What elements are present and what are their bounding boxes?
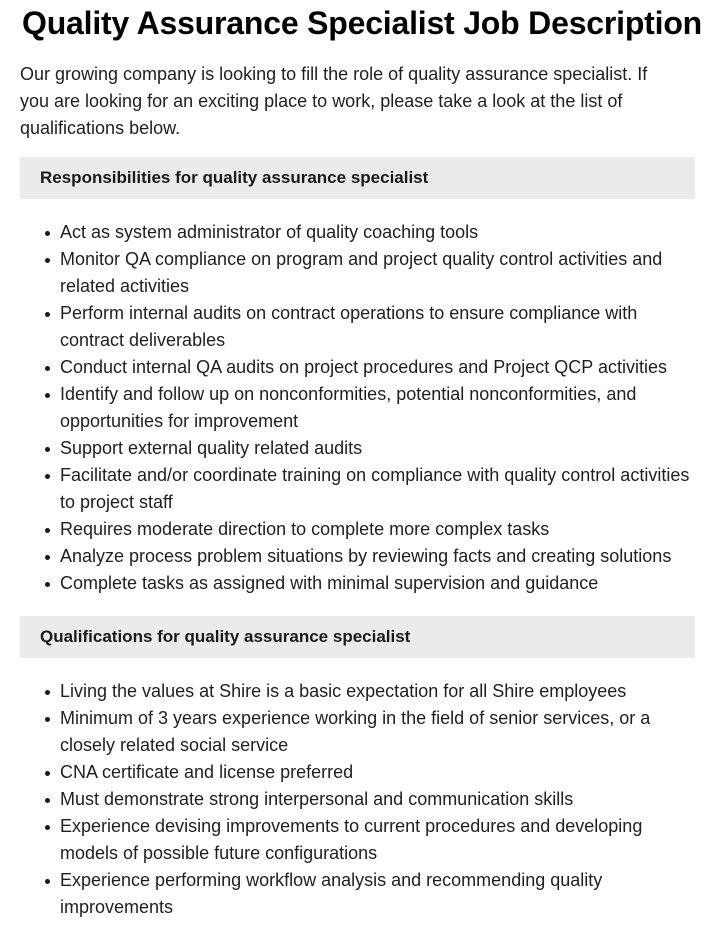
list-item: Identify and follow up on nonconformities, potential nonconformities, and opportunities for improvement <box>60 381 700 435</box>
list-item: CNA certificate and license preferred <box>60 759 700 786</box>
list-item: Monitor QA compliance on program and project quality control activities and related activities <box>60 246 700 300</box>
qualifications-heading <box>20 616 695 658</box>
page-title: Quality Assurance Specialist Job Description <box>22 5 703 41</box>
list-item: Perform internal audits on contract operations to ensure compliance with contract deliverables <box>60 300 700 354</box>
list-item: Minimum of 3 years experience working in the field of senior services, or a closely related social service <box>60 705 700 759</box>
list-item: Facilitate and/or coordinate training on compliance with quality control activities to project staff <box>60 462 700 516</box>
qualifications-heading-text: Qualifications for quality assurance specialist <box>40 627 411 646</box>
qualifications-list <box>20 678 695 921</box>
responsibilities-heading-text: Responsibilities for quality assurance specialist <box>40 168 429 187</box>
list-item: Requires moderate direction to complete more complex tasks <box>60 516 700 543</box>
list-item: Experience performing workflow analysis and recommending quality improvements <box>60 867 700 921</box>
list-item: Support external quality related audits <box>60 435 700 462</box>
responsibilities-heading <box>20 157 695 199</box>
list-item: Conduct internal QA audits on project procedures and Project QCP activities <box>60 354 700 381</box>
intro-paragraph: Our growing company is looking to fill the role of quality assurance specialist. If you are looking for an exciting place to work, please take a look at the list of qualifications below. <box>20 64 648 138</box>
list-item: Complete tasks as assigned with minimal supervision and guidance <box>60 570 700 597</box>
list-item: Act as system administrator of quality coaching tools <box>60 219 700 246</box>
list-item: Must demonstrate strong interpersonal and communication skills <box>60 786 700 813</box>
list-item: Experience devising improvements to current procedures and developing models of possible future configurations <box>60 813 700 867</box>
list-item: Analyze process problem situations by reviewing facts and creating solutions <box>60 543 700 570</box>
list-item: Living the values at Shire is a basic expectation for all Shire employees <box>60 678 700 705</box>
responsibilities-list <box>20 219 695 597</box>
